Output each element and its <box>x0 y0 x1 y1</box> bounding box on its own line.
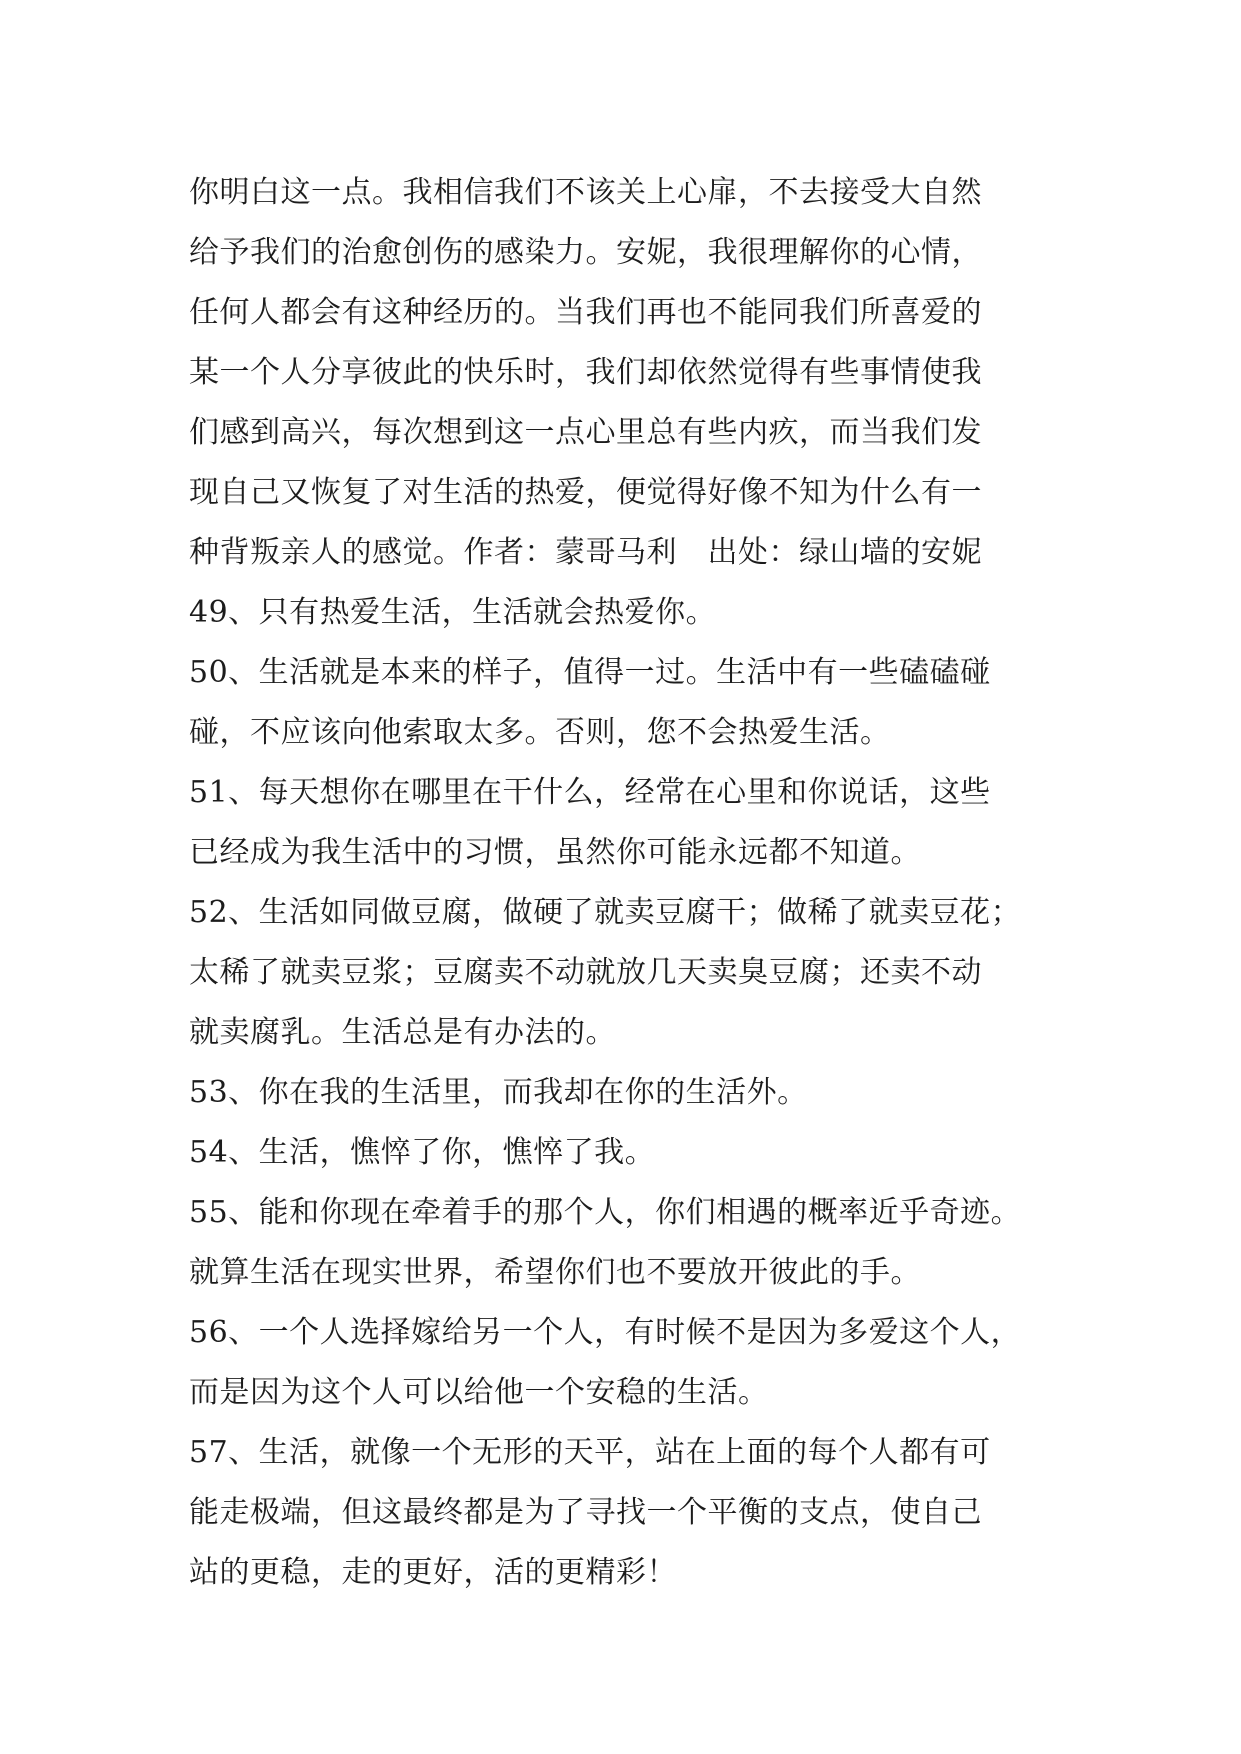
text-line: 某一个人分享彼此的快乐时，我们却依然觉得有些事情使我 <box>189 355 982 390</box>
text-line: 55、能和你现在牵着手的那个人，你们相遇的概率近乎奇迹。 <box>189 1195 1022 1230</box>
text-line: 57、生活，就像一个无形的天平，站在上面的每个人都有可 <box>189 1435 991 1470</box>
text-line: 就卖腐乳。生活总是有办法的。 <box>189 1015 616 1050</box>
text-line: 已经成为我生活中的习惯，虽然你可能永远都不知道。 <box>189 835 921 870</box>
text-line: 就算生活在现实世界，希望你们也不要放开彼此的手。 <box>189 1255 921 1290</box>
text-line: 54、生活，憔悴了你，憔悴了我。 <box>189 1135 656 1170</box>
text-line: 任何人都会有这种经历的。当我们再也不能同我们所喜爱的 <box>189 295 982 330</box>
text-line: 50、生活就是本来的样子，值得一过。生活中有一些磕磕碰 <box>189 655 991 690</box>
text-line: 51、每天想你在哪里在干什么，经常在心里和你说话，这些 <box>189 775 991 810</box>
text-line: 们感到高兴，每次想到这一点心里总有些内疚，而当我们发 <box>189 415 982 450</box>
text-line: 而是因为这个人可以给他一个安稳的生活。 <box>189 1375 769 1410</box>
text-line: 站的更稳，走的更好，活的更精彩！ <box>189 1555 677 1590</box>
text-line: 给予我们的治愈创伤的感染力。安妮，我很理解你的心情， <box>189 235 982 270</box>
text-line: 你明白这一点。我相信我们不该关上心扉，不去接受大自然 <box>189 175 982 210</box>
text-line: 49、只有热爱生活，生活就会热爱你。 <box>189 595 717 630</box>
text-line: 种背叛亲人的感觉。作者：蒙哥马利 出处：绿山墙的安妮 <box>189 535 982 570</box>
document-body <box>189 163 1069 1603</box>
text-line: 太稀了就卖豆浆；豆腐卖不动就放几天卖臭豆腐；还卖不动 <box>189 955 982 990</box>
text-line: 碰，不应该向他索取太多。否则，您不会热爱生活。 <box>189 715 891 750</box>
text-line: 能走极端，但这最终都是为了寻找一个平衡的支点，使自己 <box>189 1495 982 1530</box>
text-line: 52、生活如同做豆腐，做硬了就卖豆腐干；做稀了就卖豆花； <box>189 895 1022 930</box>
text-line: 现自己又恢复了对生活的热爱，便觉得好像不知为什么有一 <box>189 475 982 510</box>
text-line: 53、你在我的生活里，而我却在你的生活外。 <box>189 1075 808 1110</box>
text-line: 56、一个人选择嫁给另一个人，有时候不是因为多爱这个人， <box>189 1315 1022 1350</box>
